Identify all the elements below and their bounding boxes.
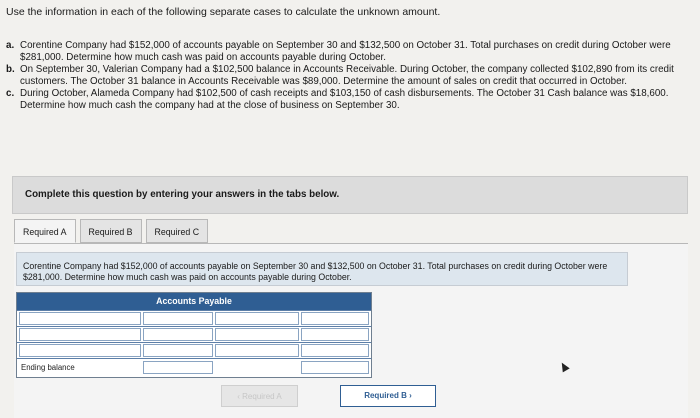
tab-required-c[interactable]: Required C bbox=[146, 219, 209, 243]
ledger-row bbox=[17, 310, 371, 326]
prev-required-button[interactable] bbox=[221, 385, 298, 407]
prev-label: Required A bbox=[242, 392, 282, 401]
case-text: During October, Alameda Company had $102,500 of cash receipts and $103,150 of cash disbursements. The October 31 Cash balance was $18,600. Determine how much cash the company had at the close of business on September 30. bbox=[20, 88, 669, 111]
ledger-amount-input[interactable] bbox=[143, 328, 213, 341]
case-letter: b. bbox=[6, 64, 15, 76]
case-text: Corentine Company had $152,000 of accounts payable on September 30 and $132,500 on October 31. Total purchases on credit during October were $281,000. Determine how much cash was paid on accounts payable during October. bbox=[20, 40, 671, 63]
ending-balance-credit-input[interactable] bbox=[301, 361, 369, 374]
ledger-amount-input[interactable] bbox=[143, 344, 213, 357]
instructions: Use the information in each of the following separate cases to calculate the unknown amount. bbox=[6, 6, 441, 18]
case-list bbox=[6, 40, 694, 113]
tab-required-b[interactable]: Required B bbox=[80, 219, 142, 243]
ledger-amount-input[interactable] bbox=[301, 328, 369, 341]
case-item bbox=[6, 64, 694, 87]
ledger-label-input[interactable] bbox=[19, 344, 141, 357]
ledger-label-input[interactable] bbox=[215, 328, 299, 341]
chevron-right-icon: › bbox=[409, 391, 412, 400]
complete-question-banner bbox=[12, 176, 688, 214]
ledger-row bbox=[17, 326, 371, 342]
case-letter: c. bbox=[6, 88, 15, 100]
next-label: Required B bbox=[364, 391, 407, 400]
question-text: Corentine Company had $152,000 of accounts payable on September 30 and $132,500 on October 31. Total purchases on credit during October were $281,000. Determine how much cash was paid on accounts payable during October. bbox=[16, 252, 628, 286]
ledger-label-input[interactable] bbox=[215, 344, 299, 357]
tab-bar bbox=[14, 219, 212, 243]
ledger-row bbox=[17, 342, 371, 358]
case-text: On September 30, Valerian Company had a $102,500 balance in Accounts Receivable. During October, the company collected $102,890 from its credit customers. The October 31 balance in Accounts Receivable was $89,000. Determine the amount of sales on credit that occurred in October. bbox=[20, 64, 674, 87]
chevron-left-icon: ‹ bbox=[237, 392, 240, 401]
ledger-amount-input[interactable] bbox=[301, 312, 369, 325]
ledger-title: Accounts Payable bbox=[17, 293, 371, 310]
ending-balance-debit-input[interactable] bbox=[143, 361, 213, 374]
ledger-label-input[interactable] bbox=[19, 328, 141, 341]
case-item bbox=[6, 40, 694, 63]
ledger-ending-row bbox=[17, 358, 371, 377]
case-item bbox=[6, 88, 694, 111]
next-required-button[interactable] bbox=[340, 385, 436, 407]
t-account-accounts-payable bbox=[16, 292, 372, 378]
ledger-amount-input[interactable] bbox=[143, 312, 213, 325]
complete-prompt: Complete this question by entering your answers in the tabs below. bbox=[25, 189, 340, 200]
case-letter: a. bbox=[6, 40, 15, 51]
ending-balance-label: Ending balance bbox=[21, 363, 75, 372]
ledger-amount-input[interactable] bbox=[301, 344, 369, 357]
tab-required-a[interactable]: Required A bbox=[14, 219, 76, 243]
ledger-label-input[interactable] bbox=[19, 312, 141, 325]
ledger-label-input[interactable] bbox=[215, 312, 299, 325]
